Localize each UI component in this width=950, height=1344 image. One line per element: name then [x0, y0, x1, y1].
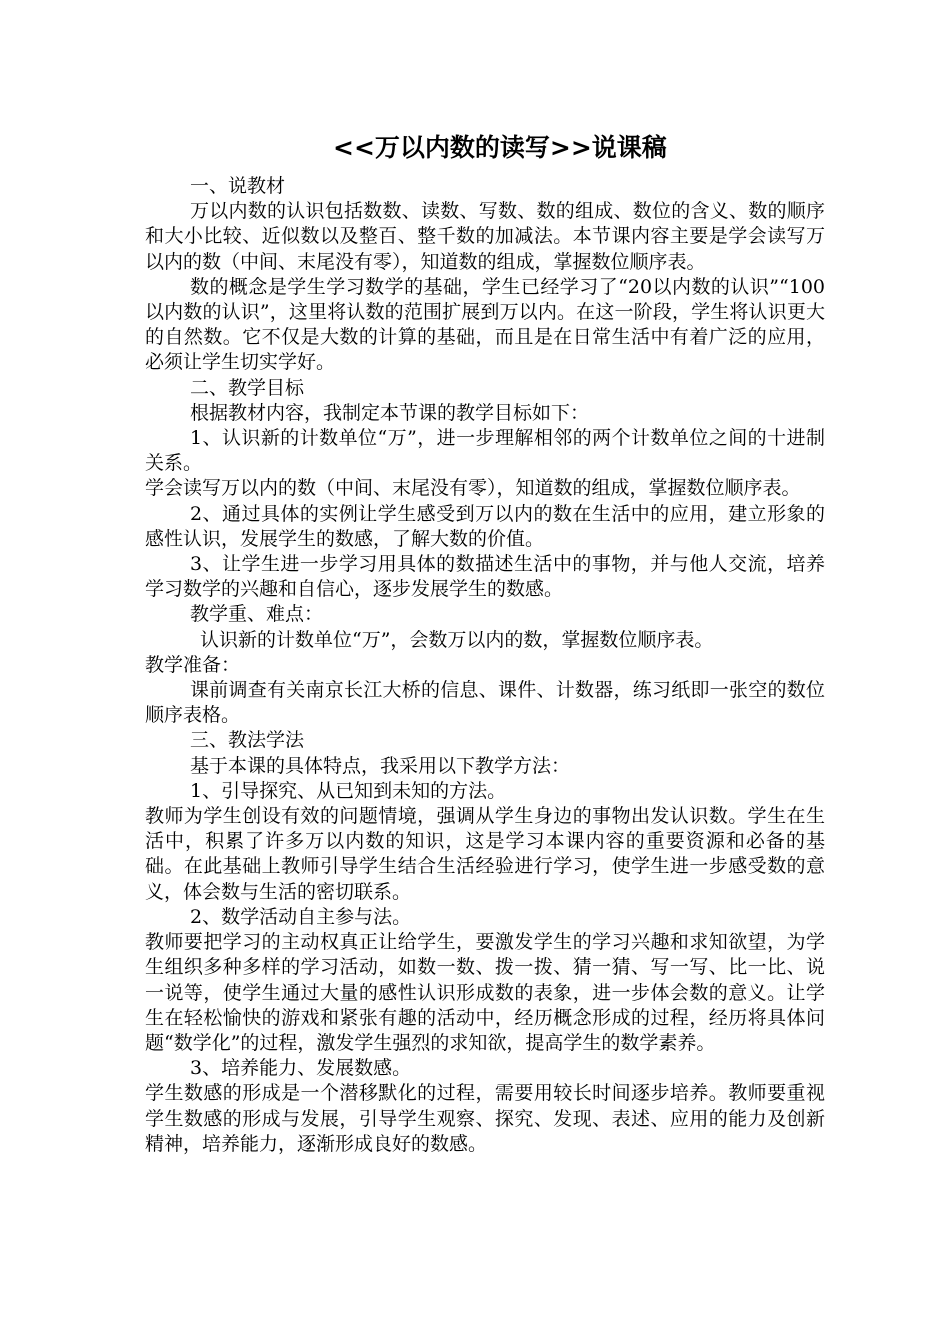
- document-title: <<万以内数的读写>>说课稿: [333, 133, 667, 162]
- paragraph: 教学准备：: [145, 653, 241, 676]
- paragraph: 认识新的计数单位“万”，会数万以内的数，掌握数位顺序表。: [200, 628, 714, 651]
- paragraph: 1、认识新的计数单位“万”，进一步理解相邻的两个计数单位之间的十进制关系。: [145, 427, 825, 475]
- paragraph: 教师要把学习的主动权真正让给学生，要激发学生的学习兴趣和求知欲望，为学生组织多种多样的学习活动，如数一数、拨一拨、猜一猜、写一写、比一比、说一说等，使学生通过大量的感性认识形成数的表象，进一步体会数的意义。让学生在轻松愉快的游戏和紧张有趣的活动中，经历概念形成的过程，经历将具体问题“数学化”的过程，激发学生强烈的求知欲，提高学生的数学素养。: [145, 931, 825, 1054]
- paragraph: 学生数感的形成是一个潜移默化的过程，需要用较长时间逐步培养。教师要重视学生数感的形成与发展，引导学生观察、探究、发现、表述、应用的能力及创新精神，培养能力，逐渐形成良好的数感。: [145, 1082, 825, 1155]
- paragraph: 数的概念是学生学习数学的基础，学生已经学习了“20以内数的认识”“100以内数的认识”，这里将认数的范围扩展到万以内。在这一阶段，学生将认识更大的自然数。它不仅是大数的计算的基础，而且是在日常生活中有着广泛的应用，必须让学生切实学好。: [145, 275, 825, 374]
- paragraph: 学会读写万以内的数（中间、末尾没有零），知道数的组成，掌握数位顺序表。: [145, 477, 801, 500]
- paragraph: 3、培养能力、发展数感。: [190, 1057, 412, 1080]
- paragraph: 基于本课的具体特点，我采用以下教学方法：: [190, 754, 571, 777]
- paragraph: 3、让学生进一步学习用具体的数描述生活中的事物，并与他人交流，培养学习数学的兴趣和自信心，逐步发展学生的数感。: [145, 553, 825, 601]
- paragraph: 万以内数的认识包括数数、读数、写数、数的组成、数位的含义、数的顺序和大小比较、近似数以及整百、整千数的加减法。本节课内容主要是学会读写万以内的数（中间、末尾没有零），知道数的组成，掌握数位顺序表。: [145, 200, 825, 273]
- paragraph: 教师为学生创设有效的问题情境，强调从学生身边的事物出发认识数。学生在生活中，积累了许多万以内数的知识，这是学习本课内容的重要资源和必备的基础。在此基础上教师引导学生结合生活经验进行学习，使学生进一步感受数的意义，体会数与生活的密切联系。: [145, 805, 825, 903]
- document-body: [145, 174, 825, 1157]
- paragraph: 课前调查有关南京长江大桥的信息、课件、计数器，练习纸即一张空的数位顺序表格。: [145, 679, 825, 727]
- paragraph: 二、教学目标: [190, 376, 305, 399]
- document-page: [145, 128, 825, 1157]
- paragraph: 根据教材内容，我制定本节课的教学目标如下：: [190, 401, 590, 424]
- paragraph: 2、数学活动自主参与法。: [190, 905, 412, 928]
- paragraph: 1、引导探究、从已知到未知的方法。: [190, 779, 507, 802]
- paragraph: 2、通过具体的实例让学生感受到万以内的数在生活中的应用，建立形象的感性认识，发展学生的数感，了解大数的价值。: [145, 502, 825, 550]
- paragraph: 一、说教材: [190, 175, 286, 197]
- paragraph: 教学重、难点：: [190, 603, 324, 626]
- paragraph: 三、教法学法: [190, 729, 305, 752]
